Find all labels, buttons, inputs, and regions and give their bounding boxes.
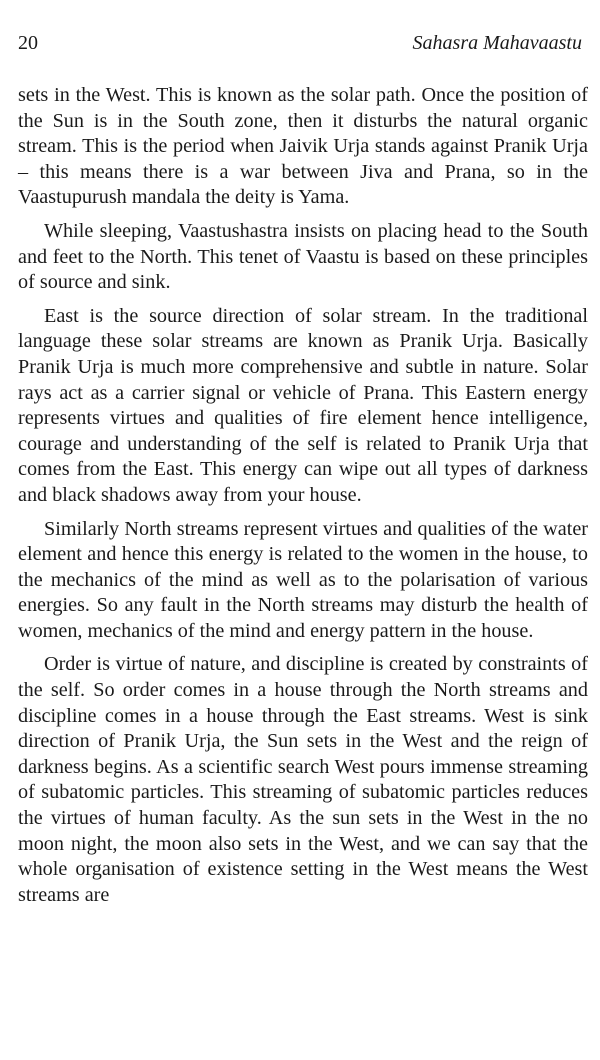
paragraph-2: While sleeping, Vaastushastra insists on placing head to the South and feet to the North. This tenet of Vaastu is based on these principles of source and sink. <box>18 219 588 294</box>
paragraph-1: sets in the West. This is known as the solar path. Once the position of the Sun is in the South zone, then it disturbs the natural organic stream. This is the period when Jaivik Urja stands against Pranik Urja – this means there is a war between Jiva and Prana, so in the Vaastupurush mandala the deity is Yama. <box>18 84 588 209</box>
running-title: Sahasra Mahavaastu <box>412 32 582 54</box>
page-number: 20 <box>18 32 38 54</box>
body-text <box>18 83 588 916</box>
paragraph-5: Order is virtue of nature, and discipline is created by constraints of the self. So order comes in a house through the North streams and discipline comes in a house through the East streams. West is sink direction of Pranik Urja, the Sun sets in the West and the reign of darkness begins. As a scientific search West pours immense streaming of subatomic particles. This streaming of subatomic particles reduces the virtues of human faculty. As the sun sets in the West in the no moon night, the moon also sets in the West, and we can say that the whole organisation of existence setting in the West means the West streams are <box>18 653 588 906</box>
page-header <box>18 32 582 62</box>
paragraph-4: Similarly North streams represent virtues and qualities of the water element and hence this energy is related to the women in the house, to the mechanics of the mind as well as to the polarisation of various energies. So any fault in the North streams may disturb the health of women, mechanics of the mind and energy pattern in the house. <box>18 517 588 642</box>
paragraph-3: East is the source direction of solar stream. In the traditional language these solar streams are known as Pranik Urja. Basically Pranik Urja is much more comprehensive and subtle in nature. Solar rays act as a carrier signal or vehicle of Prana. This Eastern energy represents virtues and qualities of fire element hence intelligence, courage and understanding of the self is related to Pranik Urja that comes from the East. This energy can wipe out all types of darkness and black shadows away from your house. <box>18 304 588 506</box>
